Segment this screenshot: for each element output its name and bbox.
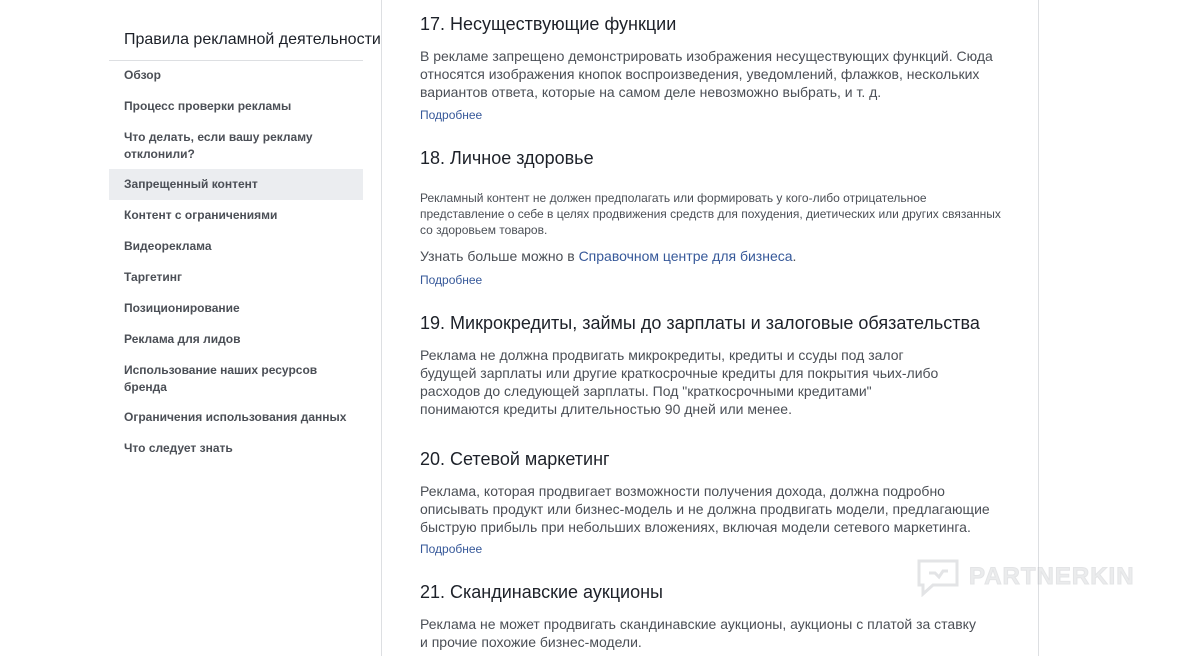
watermark-text: PARTNERKIN xyxy=(969,563,1135,590)
sidebar-item-lead-ads[interactable] xyxy=(109,331,363,351)
help-center-link[interactable]: Справочном центре для бизнеса xyxy=(578,248,793,264)
learn-more-link[interactable]: Подробнее xyxy=(420,273,483,287)
section-text: Реклама не должна продвигать микрокредиты, кредиты и ссуды под залог будущей зарплаты или другие краткосрочные кредиты для покрытия чьих-либо расходов до следующей зарплаты. Под "краткосрочными кредитами" понимаются кредиты длительностью 90 дней или менее. xyxy=(420,347,939,417)
watermark xyxy=(915,556,1155,598)
learn-more-link[interactable]: Подробнее xyxy=(420,108,483,122)
sidebar-item-label: Процесс проверки рекламы xyxy=(124,99,292,113)
sidebar-item-label: Видеореклама xyxy=(124,239,212,253)
help-center-suffix: . xyxy=(792,248,797,264)
help-center-prefix: Узнать больше можно в xyxy=(420,248,579,264)
sidebar-item-positioning[interactable] xyxy=(109,300,363,320)
sidebar-divider xyxy=(109,60,363,61)
sidebar-item-targeting[interactable] xyxy=(109,269,363,289)
sidebar-item-things-to-know[interactable] xyxy=(109,440,363,460)
section-title: 17. Несуществующие функции xyxy=(420,14,677,34)
sidebar-item-label: Использование наших ресурсов бренда xyxy=(124,363,318,394)
section-title: 19. Микрокредиты, займы до зарплаты и залоговые обязательства xyxy=(420,313,980,333)
content-border-left xyxy=(381,0,382,656)
section-title: 20. Сетевой маркетинг xyxy=(420,449,610,469)
sidebar-item-review-process[interactable] xyxy=(109,98,363,118)
sidebar-item-label: Позиционирование xyxy=(124,301,240,315)
sidebar-item-data-restrictions[interactable] xyxy=(109,409,363,429)
sidebar-item-label: Таргетинг xyxy=(124,270,183,284)
section-text: Реклама не может продвигать скандинавские аукционы, аукционы с платой за ставку и прочие похожие бизнес-модели. xyxy=(420,616,976,650)
learn-more-link[interactable]: Подробнее xyxy=(420,542,483,556)
sidebar xyxy=(109,0,381,656)
sidebar-item-video-ads[interactable] xyxy=(109,238,363,258)
sidebar-item-label: Что следует знать xyxy=(124,441,233,455)
sidebar-item-prohibited-content[interactable] xyxy=(109,169,363,200)
sidebar-item-label: Контент с ограничениями xyxy=(124,208,278,222)
sidebar-item-label: Обзор xyxy=(124,68,161,82)
sidebar-item-brand-resources[interactable] xyxy=(109,362,363,398)
help-center-note xyxy=(420,247,1010,265)
sidebar-item-label: Что делать, если вашу рекламу отклонили? xyxy=(124,130,313,161)
sidebar-item-label: Запрещенный контент xyxy=(124,177,258,191)
sidebar-item-restricted-content[interactable] xyxy=(109,207,363,227)
sidebar-item-label: Реклама для лидов xyxy=(124,332,241,346)
section-text: В рекламе запрещено демонстрировать изображения несуществующих функций. Сюда относятся изображения кнопок воспроизведения, уведомлений, флажков, нескольких вариантов ответа, которые на самом деле невозможно выбрать, и т. д. xyxy=(420,48,993,100)
sidebar-item-rejected[interactable] xyxy=(109,129,363,165)
section-title: 18. Личное здоровье xyxy=(420,148,594,168)
section-text: Рекламный контент не должен предполагать или формировать у кого-либо отрицательное представление о себе в целях продвижения средств для похудения, диетических или других связанных со здоровьем товаров. xyxy=(420,191,1001,237)
section-title: 21. Скандинавские аукционы xyxy=(420,582,663,602)
chat-bubble-icon xyxy=(915,557,961,597)
section-text: Реклама, которая продвигает возможности получения дохода, должна подробно описывать продукт или бизнес-модель и не должна продвигать модели, предлагающие быструю прибыль при небольших вложениях, включая модели сетевого маркетинга. xyxy=(420,483,990,535)
sidebar-item-overview[interactable] xyxy=(109,67,363,87)
sidebar-item-label: Ограничения использования данных xyxy=(124,410,347,424)
sidebar-title: Правила рекламной деятельности xyxy=(124,31,381,48)
